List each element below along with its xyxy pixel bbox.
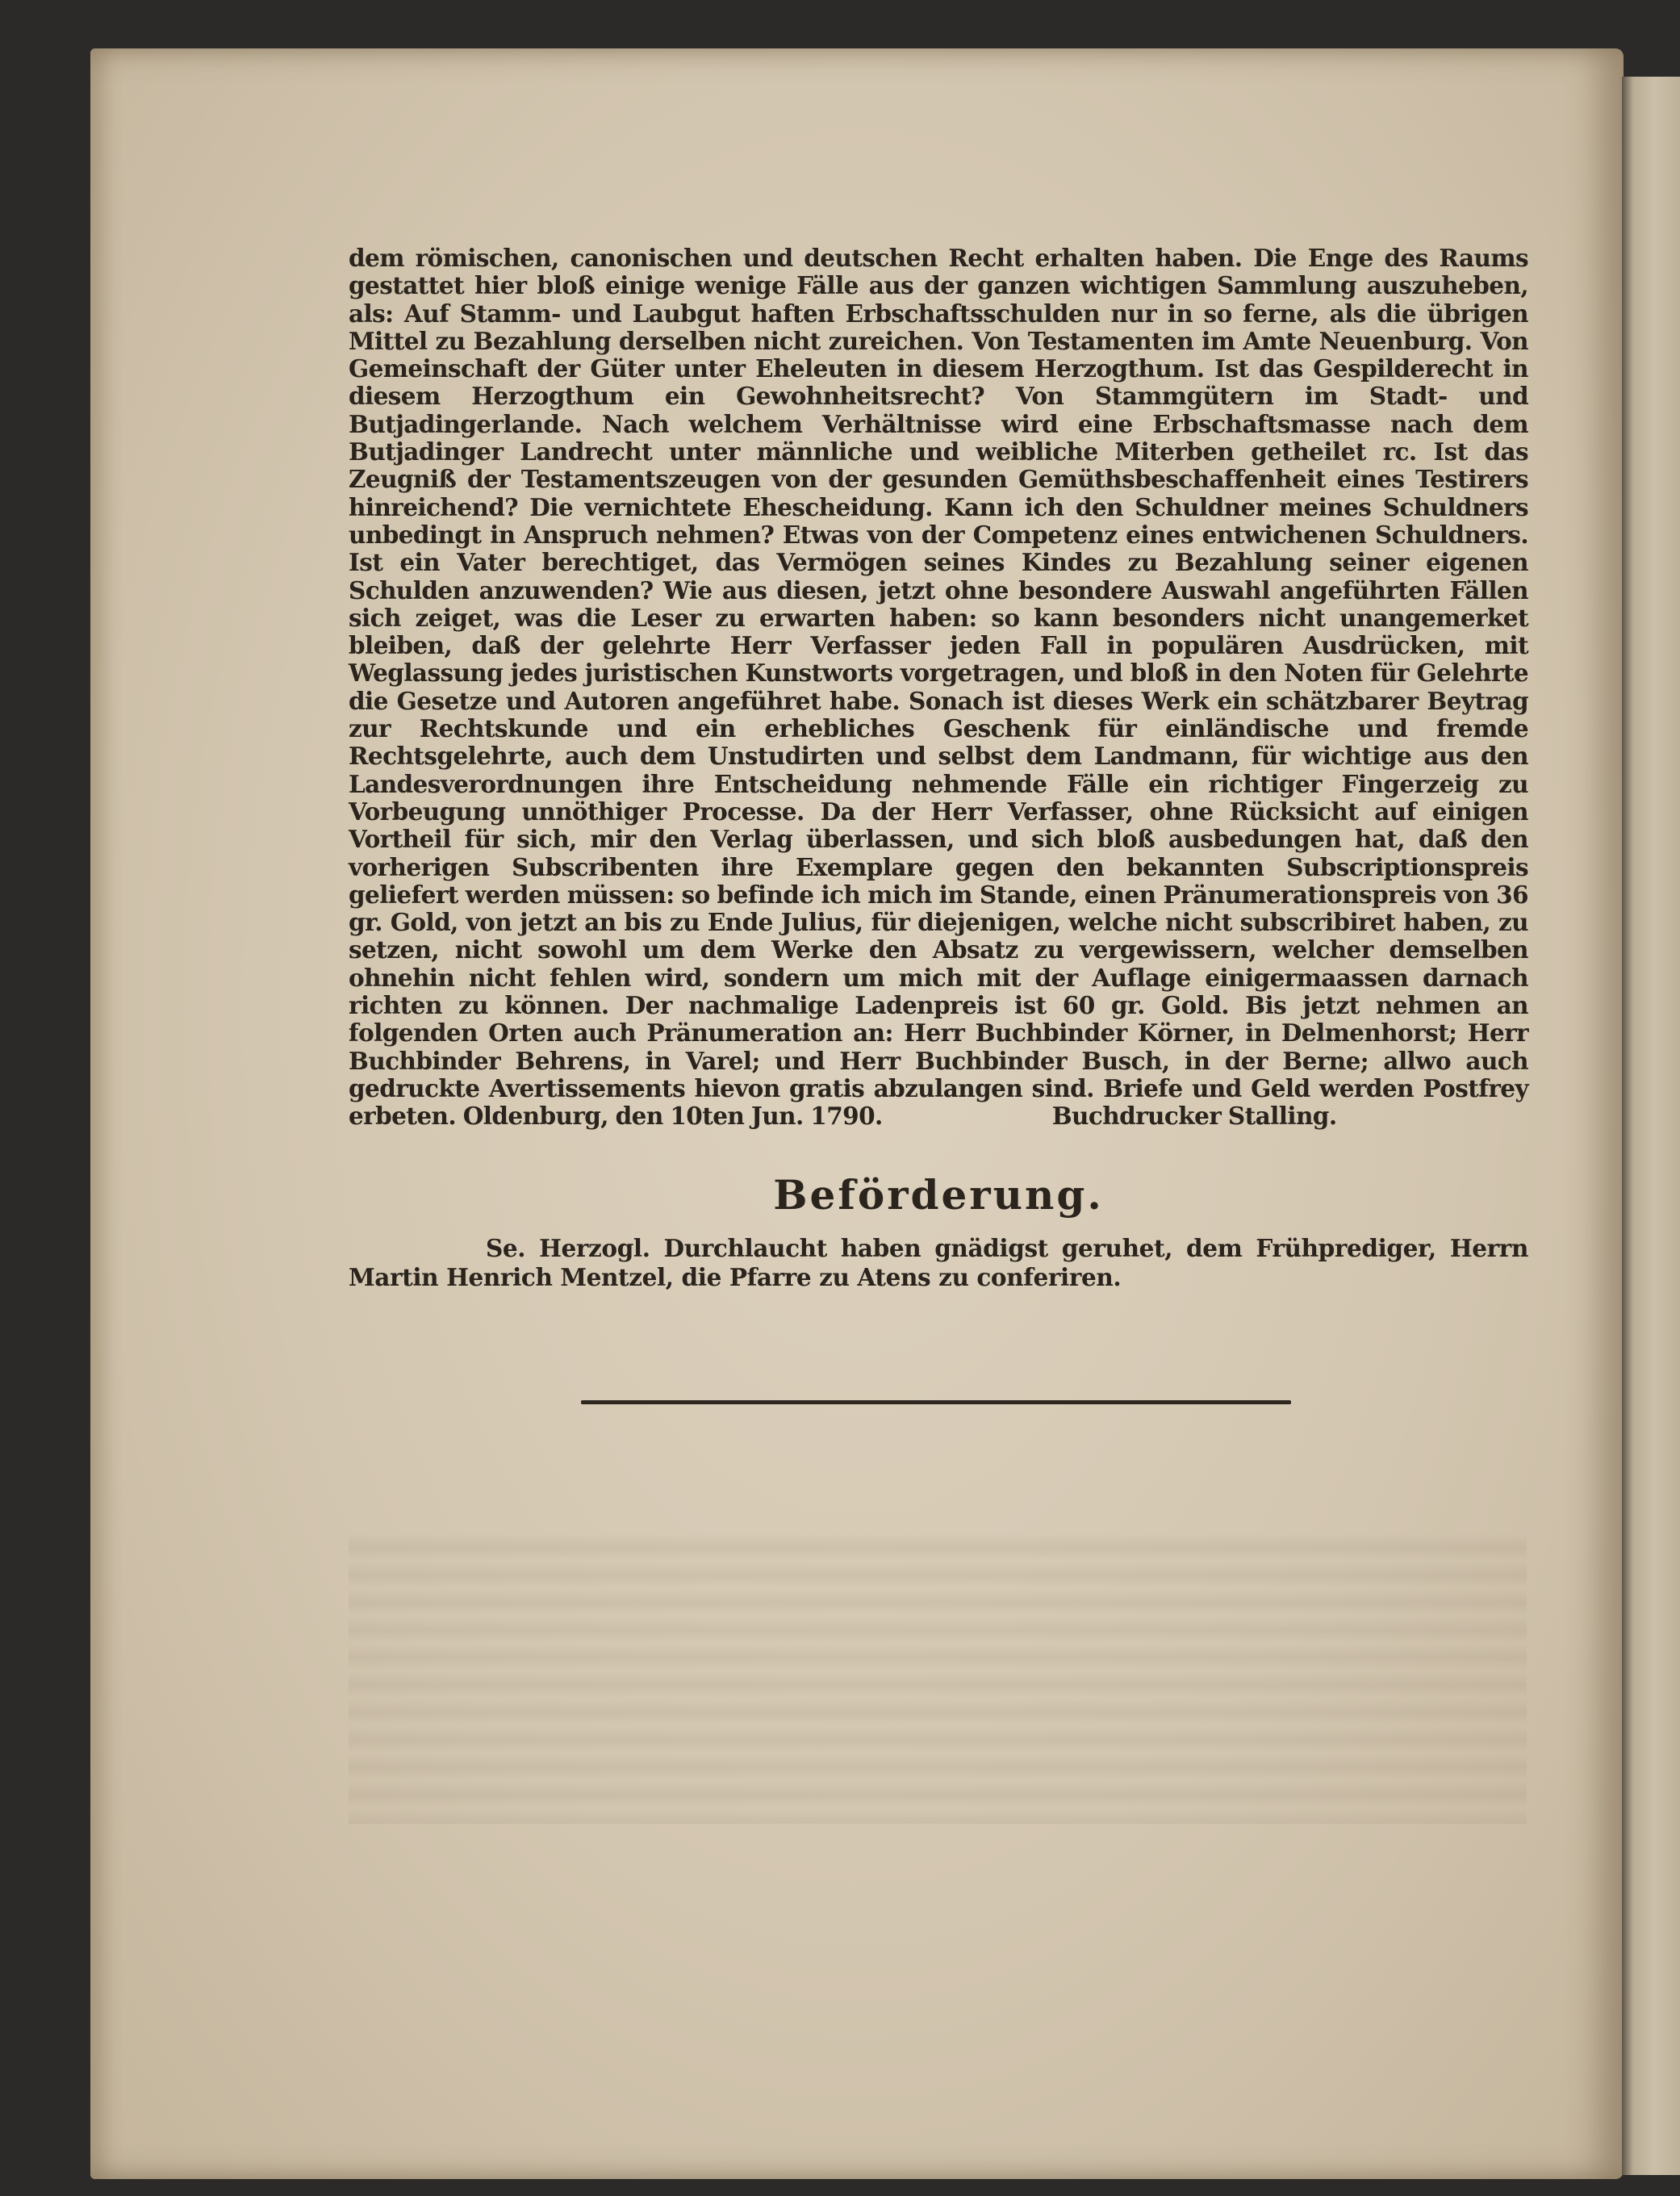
show-through-text <box>349 1533 1527 1824</box>
section-heading: Beförderung. <box>773 1170 1104 1219</box>
section-divider-rule <box>581 1400 1291 1404</box>
body-paragraph <box>349 245 1528 1131</box>
adjacent-page-edge <box>1622 77 1680 2175</box>
signature: Buchdrucker Stalling. <box>1051 1102 1337 1131</box>
promotion-paragraph: Se. Herzogl. Durchlaucht haben gnädigst geruhet, dem Frühprediger, Herrn Martin Henrich Mentzel, die Pfarre zu Atens zu conferiren. <box>349 1233 1528 1291</box>
body-text: dem römischen, canonischen und deutschen Recht erhalten haben. Die Enge des Raums gestattet hier bloß einige wenige Fälle aus der ganzen wichtigen Sammlung auszuheben, als: Auf Stamm- und Laubgut haften Erbschaftsschulden nur in so ferne, als die übrigen Mittel zu Bezahlung derselben nicht zureichen. Von Testamenten im Amte Neuenburg. Von Gemeinschaft der Güter unter Eheleuten in diesem Herzogthum. Ist das Gespilderecht in diesem Herzogthum ein Gewohnheitsrecht? Von Stammgütern im Stadt- und Butjadingerlande. Nach welchem Verhältnisse wird eine Erbschaftsmasse nach dem Butjadinger Landrecht unter männliche und weibliche Miterben getheilet rc. Ist das Zeugniß der Testamentszeugen von der gesunden Gemüthsbeschaffenheit eines Testirers hinreichend? Die vernichtete Ehescheidung. Kann ich den Schuldner meines Schuldners unbedingt in Anspruch nehmen? Etwas von der Competenz eines entwichenen Schuldners. Ist ein Vater berechtiget, das Vermögen seines Kindes zu Bezahlung seiner eigenen Schulden anzuwenden? Wie aus diesen, jetzt ohne besondere Auswahl angeführten Fällen sich zeiget, was die Leser zu erwarten haben: so kann besonders nicht unangemerket bleiben, daß der gelehrte Herr Verfasser jeden Fall in populären Ausdrücken, mit Weglassung jedes juristischen Kunstworts vorgetragen, und bloß in den Noten für Gelehrte die Gesetze und Autoren angeführet habe. Sonach ist dieses Werk ein schätzbarer Beytrag zur Rechtskunde und ein erhebliches Geschenk für einländische und fremde Rechtsgelehrte, auch dem Unstudirten und selbst dem Landmann, für wichtige aus den Landesverordnungen ihre Entscheidung nehmende Fälle ein richtiger Fingerzeig zu Vorbeugung unnöthiger Processe. Da der Herr Verfasser, ohne Rücksicht auf einigen Vortheil für sich, mir den Verlag überlassen, und sich bloß ausbedungen hat, daß den vorherigen Subscribenten ihre Exemplare gegen den bekannten Subscriptionspreis geliefert werden müssen: so befinde ich mich im Stande, einen Pränumerationspreis von 36 gr. Gold, von jetzt an bis zu Ende Julius, für diejenigen, welche nicht subscribiret haben, zu setzen, nicht sowohl um dem Werke den Absatz zu vergewissern, welcher demselben ohnehin nicht fehlen wird, sondern um mich mit der Auflage einigermaassen darnach richten zu können. Der nachmalige Ladenpreis ist 60 gr. Gold. Bis jetzt nehmen an folgenden Orten auch Pränumeration an: Herr Buchbinder Körner, in Delmenhorst; Herr Buchbinder Behrens, in Varel; und Herr Buchbinder Busch, in der Berne; allwo auch gedruckte Avertissements hievon gratis abzulangen sind. Briefe und Geld werden Postfrey erbeten. Oldenburg, den 10ten Jun. 1790. <box>349 244 1528 1131</box>
page-text-block <box>349 245 1528 1292</box>
